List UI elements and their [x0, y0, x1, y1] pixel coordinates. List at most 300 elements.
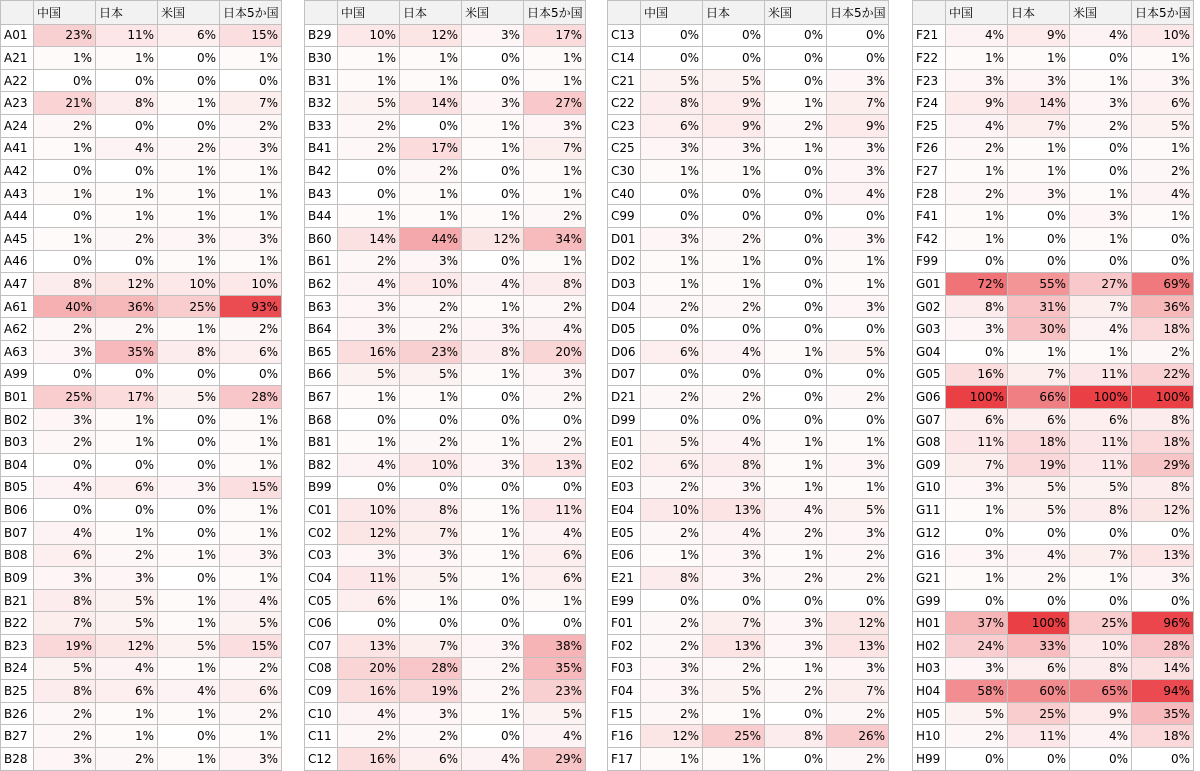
- percent-cell: 30%: [1008, 318, 1070, 341]
- percent-cell: 1%: [1008, 47, 1070, 70]
- percent-cell: 1%: [34, 227, 96, 250]
- percent-cell: 0%: [765, 205, 827, 228]
- percent-cell: 3%: [1008, 182, 1070, 205]
- percent-cell: 5%: [524, 702, 586, 725]
- percent-cell: 1%: [1132, 47, 1194, 70]
- percent-cell: 3%: [765, 634, 827, 657]
- percent-cell: 0%: [765, 408, 827, 431]
- percent-cell: 0%: [765, 748, 827, 771]
- percent-cell: 6%: [96, 680, 158, 703]
- percent-cell: 1%: [946, 160, 1008, 183]
- percent-cell: 2%: [1132, 160, 1194, 183]
- percent-cell: 2%: [641, 295, 703, 318]
- percent-cell: 1%: [765, 454, 827, 477]
- table-row: [305, 521, 586, 544]
- percent-cell: 21%: [34, 92, 96, 115]
- percent-cell: 0%: [1132, 589, 1194, 612]
- percent-cell: 1%: [220, 47, 282, 70]
- percent-cell: 0%: [703, 363, 765, 386]
- percent-cell: 11%: [96, 24, 158, 47]
- table-row: [608, 182, 889, 205]
- percent-cell: 1%: [96, 408, 158, 431]
- percent-cell: 0%: [703, 24, 765, 47]
- table-row: [1, 363, 282, 386]
- percent-cell: 1%: [158, 318, 220, 341]
- percent-cell: 0%: [765, 363, 827, 386]
- row-code-cell: H01: [913, 612, 946, 635]
- percent-cell: 1%: [462, 567, 524, 590]
- percent-cell: 0%: [1008, 250, 1070, 273]
- percent-cell: 12%: [462, 227, 524, 250]
- row-code-cell: E05: [608, 521, 641, 544]
- percent-cell: 3%: [827, 454, 889, 477]
- percent-cell: 0%: [96, 250, 158, 273]
- percent-cell: 0%: [1132, 748, 1194, 771]
- percent-cell: 10%: [220, 273, 282, 296]
- percent-cell: 3%: [34, 408, 96, 431]
- percent-cell: 0%: [462, 612, 524, 635]
- row-code-cell: F01: [608, 612, 641, 635]
- table-row: [305, 205, 586, 228]
- percent-cell: 8%: [1132, 476, 1194, 499]
- percent-cell: 1%: [703, 702, 765, 725]
- percent-cell: 4%: [34, 476, 96, 499]
- table-row: [913, 748, 1194, 771]
- percent-cell: 0%: [338, 160, 400, 183]
- percent-cell: 1%: [641, 748, 703, 771]
- row-code-cell: B62: [305, 273, 338, 296]
- percent-cell: 0%: [220, 69, 282, 92]
- percent-cell: 26%: [827, 725, 889, 748]
- percent-cell: 0%: [338, 182, 400, 205]
- corner-header-cell: [1, 1, 34, 25]
- percent-cell: 0%: [1070, 589, 1132, 612]
- percent-cell: 10%: [1132, 24, 1194, 47]
- percent-cell: 1%: [827, 476, 889, 499]
- percent-cell: 9%: [946, 92, 1008, 115]
- percent-cell: 3%: [703, 137, 765, 160]
- percent-cell: 6%: [338, 589, 400, 612]
- row-code-cell: B82: [305, 454, 338, 477]
- row-code-cell: D21: [608, 386, 641, 409]
- percent-cell: 9%: [703, 92, 765, 115]
- percent-cell: 1%: [462, 521, 524, 544]
- row-code-cell: F28: [913, 182, 946, 205]
- row-code-cell: D01: [608, 227, 641, 250]
- table-row: [1, 182, 282, 205]
- percent-cell: 1%: [400, 205, 462, 228]
- percent-cell: 1%: [1008, 160, 1070, 183]
- percent-cell: 4%: [96, 137, 158, 160]
- percent-cell: 12%: [96, 634, 158, 657]
- percent-cell: 58%: [946, 680, 1008, 703]
- percent-cell: 5%: [400, 363, 462, 386]
- table-row: [305, 567, 586, 590]
- table-row: [608, 521, 889, 544]
- percent-cell: 66%: [1008, 386, 1070, 409]
- column-header: 日本5か国: [827, 1, 889, 25]
- percent-cell: 4%: [827, 182, 889, 205]
- percent-cell: 0%: [765, 24, 827, 47]
- row-code-cell: A42: [1, 160, 34, 183]
- table-row: [608, 476, 889, 499]
- percent-cell: 0%: [765, 250, 827, 273]
- table-row: [913, 476, 1194, 499]
- row-code-cell: G05: [913, 363, 946, 386]
- percent-cell: 18%: [1132, 431, 1194, 454]
- percent-cell: 9%: [703, 114, 765, 137]
- percent-cell: 0%: [462, 589, 524, 612]
- percent-cell: 1%: [96, 205, 158, 228]
- percent-cell: 100%: [1070, 386, 1132, 409]
- column-header: 米国: [158, 1, 220, 25]
- percent-cell: 1%: [641, 273, 703, 296]
- table-row: [305, 589, 586, 612]
- percent-cell: 0%: [641, 363, 703, 386]
- percent-cell: 4%: [524, 318, 586, 341]
- percent-cell: 8%: [34, 589, 96, 612]
- percent-cell: 0%: [703, 205, 765, 228]
- row-code-cell: C04: [305, 567, 338, 590]
- percent-cell: 1%: [96, 725, 158, 748]
- percent-cell: 12%: [641, 725, 703, 748]
- percent-cell: 60%: [1008, 680, 1070, 703]
- percent-cell: 13%: [827, 634, 889, 657]
- percent-cell: 1%: [220, 499, 282, 522]
- percent-cell: 1%: [1008, 137, 1070, 160]
- row-code-cell: C06: [305, 612, 338, 635]
- heatmap-panel-1: [0, 0, 282, 771]
- percent-cell: 0%: [703, 182, 765, 205]
- percent-cell: 0%: [158, 47, 220, 70]
- percent-cell: 2%: [400, 431, 462, 454]
- percent-cell: 0%: [946, 589, 1008, 612]
- data-table: [0, 0, 282, 771]
- percent-cell: 0%: [524, 408, 586, 431]
- percent-cell: 5%: [1070, 476, 1132, 499]
- table-row: [913, 24, 1194, 47]
- table-row: [305, 386, 586, 409]
- percent-cell: 2%: [400, 160, 462, 183]
- percent-cell: 4%: [1070, 318, 1132, 341]
- percent-cell: 0%: [1008, 227, 1070, 250]
- table-row: [1, 612, 282, 635]
- table-row: [913, 567, 1194, 590]
- percent-cell: 1%: [158, 205, 220, 228]
- percent-cell: 1%: [1070, 69, 1132, 92]
- percent-cell: 2%: [338, 114, 400, 137]
- percent-cell: 5%: [1132, 114, 1194, 137]
- row-code-cell: F16: [608, 725, 641, 748]
- percent-cell: 1%: [641, 160, 703, 183]
- table-row: [305, 363, 586, 386]
- percent-cell: 2%: [34, 725, 96, 748]
- percent-cell: 0%: [765, 589, 827, 612]
- column-header: 日本: [96, 1, 158, 25]
- row-code-cell: B44: [305, 205, 338, 228]
- row-code-cell: D02: [608, 250, 641, 273]
- percent-cell: 1%: [703, 273, 765, 296]
- percent-cell: 2%: [524, 205, 586, 228]
- percent-cell: 2%: [641, 476, 703, 499]
- header-row: [608, 1, 889, 25]
- percent-cell: 18%: [1132, 318, 1194, 341]
- table-row: [1, 227, 282, 250]
- percent-cell: 0%: [400, 408, 462, 431]
- column-header: 中国: [338, 1, 400, 25]
- percent-cell: 3%: [34, 748, 96, 771]
- table-row: [1, 454, 282, 477]
- percent-cell: 8%: [34, 273, 96, 296]
- percent-cell: 2%: [524, 431, 586, 454]
- percent-cell: 11%: [1070, 431, 1132, 454]
- row-code-cell: B08: [1, 544, 34, 567]
- percent-cell: 1%: [462, 544, 524, 567]
- table-row: [608, 702, 889, 725]
- percent-cell: 7%: [827, 680, 889, 703]
- table-row: [608, 454, 889, 477]
- column-header: 米国: [1070, 1, 1132, 25]
- percent-cell: 3%: [400, 250, 462, 273]
- percent-cell: 0%: [827, 408, 889, 431]
- table-row: [305, 680, 586, 703]
- percent-cell: 0%: [641, 24, 703, 47]
- percent-cell: 0%: [703, 318, 765, 341]
- percent-cell: 0%: [827, 24, 889, 47]
- row-code-cell: E06: [608, 544, 641, 567]
- table-row: [913, 363, 1194, 386]
- percent-cell: 37%: [946, 612, 1008, 635]
- row-code-cell: F22: [913, 47, 946, 70]
- row-code-cell: B67: [305, 386, 338, 409]
- heatmap-panel-4: [912, 0, 1194, 771]
- column-header: 日本: [1008, 1, 1070, 25]
- column-header: 日本: [703, 1, 765, 25]
- row-code-cell: B66: [305, 363, 338, 386]
- percent-cell: 3%: [827, 160, 889, 183]
- percent-cell: 0%: [946, 521, 1008, 544]
- percent-cell: 18%: [1132, 725, 1194, 748]
- percent-cell: 2%: [765, 567, 827, 590]
- percent-cell: 1%: [220, 567, 282, 590]
- percent-cell: 1%: [34, 182, 96, 205]
- percent-cell: 0%: [462, 47, 524, 70]
- percent-cell: 1%: [1070, 182, 1132, 205]
- percent-cell: 1%: [220, 521, 282, 544]
- table-row: [305, 341, 586, 364]
- percent-cell: 2%: [1070, 114, 1132, 137]
- row-code-cell: F04: [608, 680, 641, 703]
- row-code-cell: C03: [305, 544, 338, 567]
- percent-cell: 1%: [827, 431, 889, 454]
- table-row: [1, 499, 282, 522]
- percent-cell: 6%: [641, 341, 703, 364]
- row-code-cell: B25: [1, 680, 34, 703]
- percent-cell: 0%: [96, 363, 158, 386]
- percent-cell: 5%: [1008, 499, 1070, 522]
- percent-cell: 0%: [462, 386, 524, 409]
- table-row: [305, 544, 586, 567]
- percent-cell: 1%: [34, 47, 96, 70]
- percent-cell: 4%: [220, 589, 282, 612]
- percent-cell: 3%: [158, 227, 220, 250]
- percent-cell: 1%: [462, 702, 524, 725]
- row-code-cell: B41: [305, 137, 338, 160]
- percent-cell: 14%: [1008, 92, 1070, 115]
- percent-cell: 0%: [703, 47, 765, 70]
- table-row: [913, 589, 1194, 612]
- percent-cell: 4%: [1008, 544, 1070, 567]
- percent-cell: 5%: [400, 567, 462, 590]
- row-code-cell: C13: [608, 24, 641, 47]
- percent-cell: 33%: [1008, 634, 1070, 657]
- table-row: [1, 589, 282, 612]
- percent-cell: 5%: [34, 657, 96, 680]
- percent-cell: 1%: [220, 250, 282, 273]
- row-code-cell: B68: [305, 408, 338, 431]
- table-row: [913, 431, 1194, 454]
- table-row: [608, 137, 889, 160]
- percent-cell: 1%: [1070, 567, 1132, 590]
- row-code-cell: F02: [608, 634, 641, 657]
- percent-cell: 7%: [220, 92, 282, 115]
- header-row: [913, 1, 1194, 25]
- row-code-cell: B43: [305, 182, 338, 205]
- percent-cell: 0%: [765, 702, 827, 725]
- percent-cell: 0%: [703, 408, 765, 431]
- percent-cell: 0%: [1132, 250, 1194, 273]
- percent-cell: 5%: [96, 589, 158, 612]
- percent-cell: 5%: [641, 431, 703, 454]
- row-code-cell: B02: [1, 408, 34, 431]
- table-row: [1, 341, 282, 364]
- percent-cell: 7%: [400, 634, 462, 657]
- heatmap-panel-3: [607, 0, 889, 771]
- percent-cell: 5%: [338, 92, 400, 115]
- percent-cell: 6%: [96, 476, 158, 499]
- percent-cell: 3%: [220, 544, 282, 567]
- corner-header-cell: [913, 1, 946, 25]
- table-row: [305, 476, 586, 499]
- row-code-cell: C10: [305, 702, 338, 725]
- percent-cell: 65%: [1070, 680, 1132, 703]
- percent-cell: 1%: [946, 567, 1008, 590]
- percent-cell: 16%: [946, 363, 1008, 386]
- percent-cell: 25%: [1070, 612, 1132, 635]
- percent-cell: 4%: [96, 657, 158, 680]
- table-row: [608, 680, 889, 703]
- data-table: [607, 0, 889, 771]
- percent-cell: 1%: [524, 69, 586, 92]
- percent-cell: 6%: [1008, 408, 1070, 431]
- table-row: [608, 748, 889, 771]
- percent-cell: 4%: [338, 273, 400, 296]
- percent-cell: 2%: [220, 702, 282, 725]
- percent-cell: 12%: [400, 24, 462, 47]
- column-header: 米国: [462, 1, 524, 25]
- percent-cell: 17%: [96, 386, 158, 409]
- percent-cell: 8%: [158, 341, 220, 364]
- percent-cell: 0%: [34, 250, 96, 273]
- percent-cell: 0%: [641, 182, 703, 205]
- percent-cell: 1%: [220, 454, 282, 477]
- percent-cell: 2%: [703, 657, 765, 680]
- percent-cell: 7%: [1070, 544, 1132, 567]
- percent-cell: 7%: [1070, 295, 1132, 318]
- percent-cell: 4%: [703, 431, 765, 454]
- table-row: [305, 454, 586, 477]
- table-row: [608, 69, 889, 92]
- row-code-cell: C14: [608, 47, 641, 70]
- percent-cell: 14%: [1132, 657, 1194, 680]
- row-code-cell: D06: [608, 341, 641, 364]
- percent-cell: 5%: [338, 363, 400, 386]
- percent-cell: 13%: [703, 634, 765, 657]
- percent-cell: 0%: [96, 114, 158, 137]
- row-code-cell: C25: [608, 137, 641, 160]
- percent-cell: 16%: [338, 748, 400, 771]
- percent-cell: 11%: [1070, 454, 1132, 477]
- percent-cell: 4%: [703, 521, 765, 544]
- table-row: [305, 160, 586, 183]
- percent-cell: 0%: [524, 476, 586, 499]
- percent-cell: 7%: [703, 612, 765, 635]
- percent-cell: 3%: [703, 544, 765, 567]
- table-row: [305, 92, 586, 115]
- table-row: [1, 295, 282, 318]
- percent-cell: 0%: [765, 386, 827, 409]
- percent-cell: 3%: [946, 318, 1008, 341]
- row-code-cell: A63: [1, 341, 34, 364]
- table-row: [608, 657, 889, 680]
- row-code-cell: G10: [913, 476, 946, 499]
- percent-cell: 0%: [827, 47, 889, 70]
- row-code-cell: B04: [1, 454, 34, 477]
- percent-cell: 4%: [1070, 24, 1132, 47]
- percent-cell: 0%: [765, 69, 827, 92]
- percent-cell: 1%: [338, 69, 400, 92]
- percent-cell: 2%: [827, 386, 889, 409]
- percent-cell: 5%: [96, 612, 158, 635]
- percent-cell: 3%: [641, 137, 703, 160]
- percent-cell: 11%: [946, 431, 1008, 454]
- percent-cell: 1%: [462, 363, 524, 386]
- row-code-cell: C05: [305, 589, 338, 612]
- percent-cell: 0%: [946, 341, 1008, 364]
- row-code-cell: B61: [305, 250, 338, 273]
- table-row: [608, 24, 889, 47]
- table-row: [608, 114, 889, 137]
- percent-cell: 1%: [462, 499, 524, 522]
- row-code-cell: B26: [1, 702, 34, 725]
- table-row: [913, 612, 1194, 635]
- percent-cell: 0%: [96, 160, 158, 183]
- percent-cell: 8%: [641, 92, 703, 115]
- table-row: [913, 318, 1194, 341]
- row-code-cell: B42: [305, 160, 338, 183]
- column-header: 中国: [641, 1, 703, 25]
- row-code-cell: D07: [608, 363, 641, 386]
- percent-cell: 8%: [400, 499, 462, 522]
- percent-cell: 2%: [158, 137, 220, 160]
- row-code-cell: B03: [1, 431, 34, 454]
- percent-cell: 0%: [338, 408, 400, 431]
- column-header: 日本5か国: [524, 1, 586, 25]
- percent-cell: 1%: [400, 47, 462, 70]
- row-code-cell: F27: [913, 160, 946, 183]
- table-row: [1, 680, 282, 703]
- percent-cell: 0%: [158, 69, 220, 92]
